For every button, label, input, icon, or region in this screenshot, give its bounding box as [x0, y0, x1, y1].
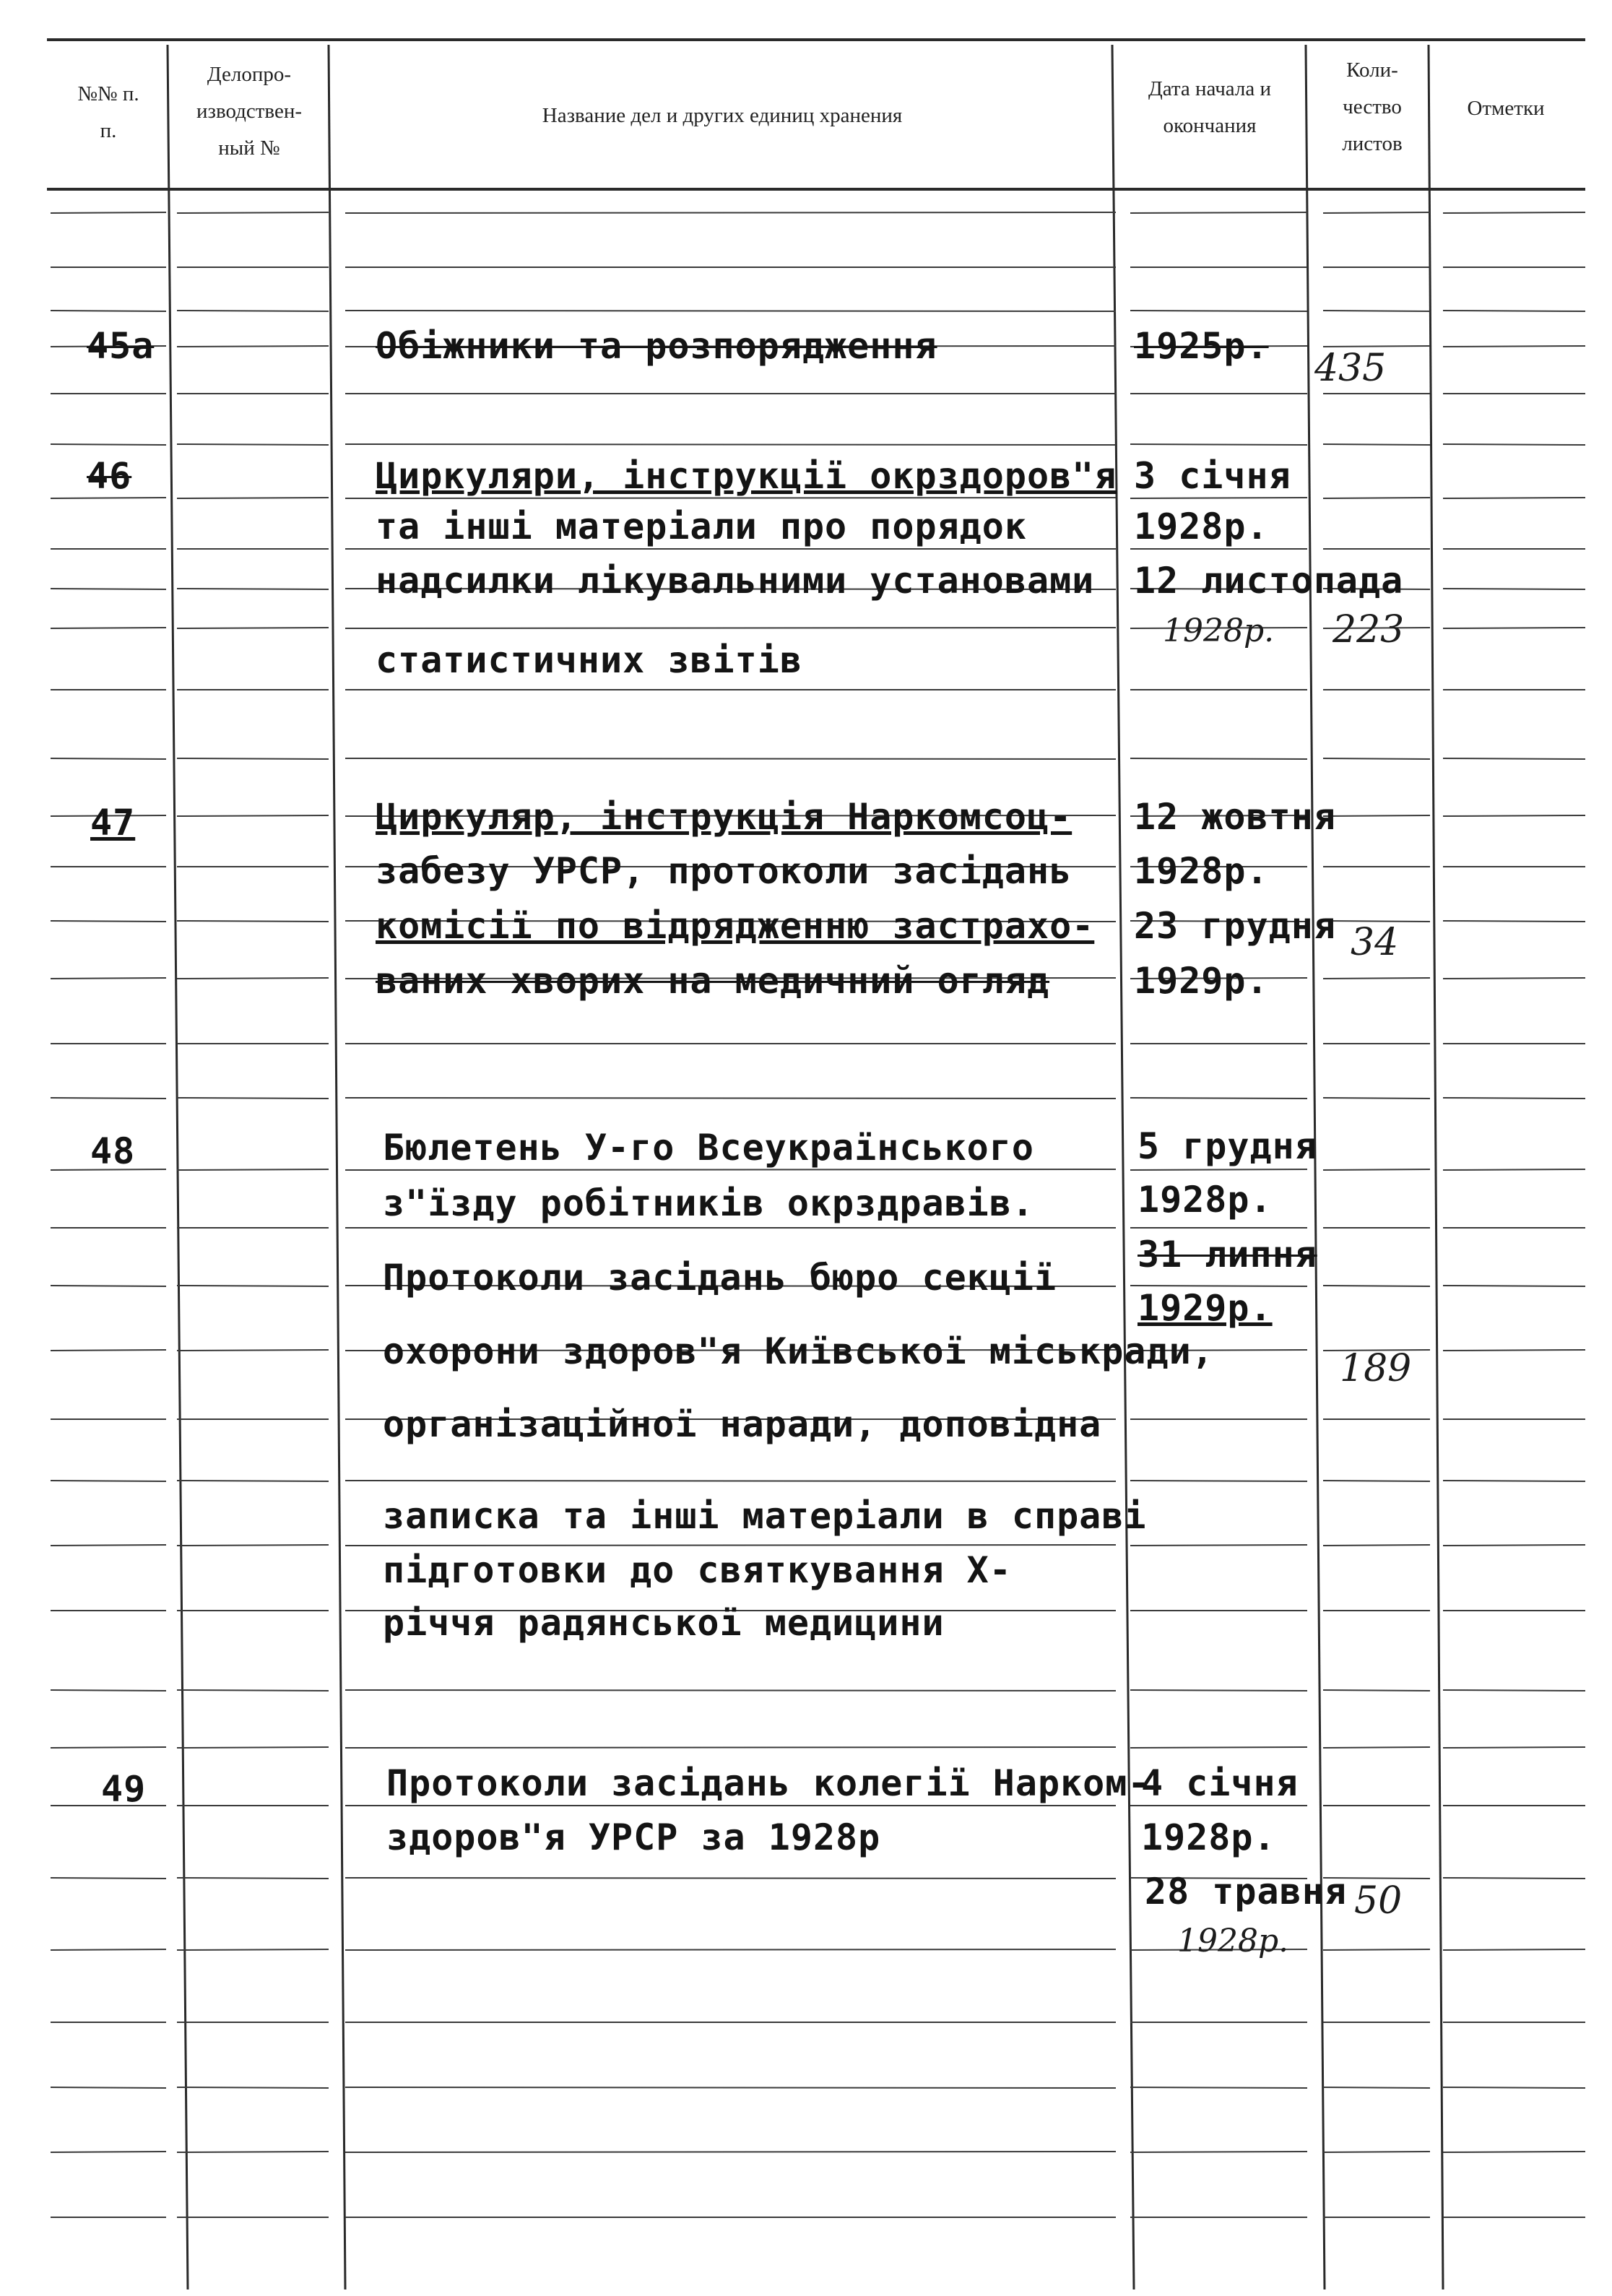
ruled-line	[177, 1545, 329, 1546]
header-notes: Отметки	[1467, 97, 1545, 120]
header-dates: Дата начала и окончания	[1148, 77, 1272, 137]
header-office-number: Делопро- изводствен- ный №	[196, 63, 302, 160]
ruled-line	[1443, 1690, 1585, 1691]
ruled-line	[1323, 444, 1430, 445]
entry-date: 4 січня	[1141, 1762, 1299, 1804]
ruled-line	[51, 1747, 166, 1748]
ruled-line	[1443, 346, 1585, 347]
entry-date: 23 грудня	[1134, 905, 1336, 947]
entry-date: 1928р.	[1134, 506, 1269, 547]
entry-number: 47	[90, 802, 136, 844]
entry-title-line: організаційної наради, доповідна	[383, 1403, 1102, 1445]
entry-sheet-count: 50	[1354, 1879, 1403, 1923]
ruled-line	[345, 2087, 1116, 2088]
ruled-line	[51, 1098, 166, 1099]
ruled-line	[177, 1747, 329, 1748]
entry-date: 1928р.	[1141, 1816, 1276, 1858]
entry-title-line: забезу УРСР, протоколи засідань	[376, 850, 1072, 892]
entry-date: 3 січня	[1134, 455, 1291, 497]
entry-title-line: комісії по відрядженню застрахо-	[376, 905, 1095, 947]
ruled-line	[51, 978, 166, 979]
ruled-line	[1443, 212, 1585, 213]
ruled-line	[177, 1098, 329, 1099]
ruled-line	[177, 444, 329, 445]
ruled-line	[1323, 758, 1430, 759]
ruled-line	[1130, 2087, 1307, 2088]
ruled-line	[51, 212, 166, 213]
ruled-line	[1130, 1545, 1307, 1546]
ruled-line	[1443, 921, 1585, 922]
ruled-line	[345, 1169, 1116, 1170]
entry-date: 12 листопада	[1134, 560, 1404, 602]
entry-title-line: та інші матеріали про порядок	[376, 506, 1027, 547]
ruled-line	[345, 212, 1116, 213]
ruled-line	[177, 1690, 329, 1691]
ruled-line	[51, 1878, 166, 1879]
entry-title-line: Циркуляр, інструкція Наркомсоц-	[376, 796, 1072, 838]
ruled-line	[1323, 1690, 1430, 1691]
ruled-line	[1323, 978, 1430, 979]
ruled-line	[1443, 815, 1585, 816]
ruled-line	[345, 1949, 1116, 1950]
ruled-line	[51, 1350, 166, 1351]
entry-number: 48	[90, 1130, 136, 1172]
ruled-line	[1130, 758, 1307, 759]
ruled-line	[345, 1878, 1116, 1879]
ruled-line	[1323, 212, 1430, 213]
ruled-line	[1443, 1949, 1585, 1950]
ruled-line	[1443, 444, 1585, 445]
ruled-line	[177, 815, 329, 816]
entry-date: 1928р.	[1134, 850, 1269, 892]
entry-title-line: надсилки лікувальними установами	[376, 560, 1095, 602]
ruled-line	[345, 1098, 1116, 1099]
entry-title-line: охорони здоров"я Київської міськради,	[383, 1330, 1214, 1372]
ruled-line	[1443, 1350, 1585, 1351]
ruled-line	[51, 2087, 166, 2088]
ruled-line	[177, 346, 329, 347]
ruled-line	[345, 1747, 1116, 1748]
entry-title-line: Бюлетень У-го Всеукраїнського	[383, 1127, 1034, 1169]
ruled-line	[177, 1949, 329, 1950]
ruled-line	[1443, 1747, 1585, 1748]
entry-sheet-count: 223	[1332, 608, 1405, 651]
ruled-line	[177, 1169, 329, 1170]
ruled-line	[51, 758, 166, 759]
entry-date: 5 грудня	[1138, 1125, 1317, 1167]
ruled-line	[1443, 1878, 1585, 1879]
ruled-line	[177, 2087, 329, 2088]
entry-sheet-count: 189	[1340, 1347, 1412, 1390]
entry-sheet-count: 34	[1351, 921, 1399, 964]
ruled-line	[1130, 1098, 1307, 1099]
entry-title-line: Протоколи засідань бюро секції	[383, 1257, 1057, 1299]
entry-title-line: статистичних звітів	[376, 639, 802, 681]
entry-sheet-count: 435	[1314, 347, 1387, 390]
ruled-line	[1443, 978, 1585, 979]
ruled-line	[1443, 1098, 1585, 1099]
ruled-line	[177, 1878, 329, 1879]
ruled-line	[1130, 212, 1307, 213]
entry-title-line: здоров"я УРСР за 1928р	[386, 1816, 881, 1858]
ruled-line	[51, 1545, 166, 1546]
entry-date: 1928р.	[1163, 612, 1275, 649]
ruled-line	[51, 1949, 166, 1950]
entry-date: 1925р.	[1134, 325, 1269, 367]
ruled-line	[1323, 1949, 1430, 1950]
ruled-line	[177, 978, 329, 979]
ruled-line	[1443, 758, 1585, 759]
ruled-line	[177, 921, 329, 922]
ruled-line	[345, 444, 1116, 445]
ruled-line	[345, 758, 1116, 759]
entry-title-line: записка та інші матеріали в справі	[383, 1495, 1147, 1537]
ruled-line	[51, 921, 166, 922]
ruled-line	[1443, 2087, 1585, 2088]
header-num: №№ п. п.	[77, 82, 139, 142]
entry-title-line: Протоколи засідань колегії Нарком-	[386, 1762, 1150, 1804]
entry-number: 49	[101, 1768, 147, 1810]
ruled-line	[1323, 1747, 1430, 1748]
entry-title-line: Обіжники та розпорядження	[376, 325, 937, 367]
entry-title-line: річчя радянської медицини	[383, 1602, 945, 1644]
ruled-line	[1130, 1690, 1307, 1691]
ruled-line	[1130, 444, 1307, 445]
ruled-line	[177, 1350, 329, 1351]
ruled-line	[1130, 1747, 1307, 1748]
ruled-line	[1130, 1169, 1307, 1170]
entry-number: 45а	[87, 325, 155, 367]
entry-date: 31 липня	[1138, 1234, 1317, 1275]
ruled-line	[345, 1545, 1116, 1546]
entry-title-line: Циркуляри, інструкції окрздоров"я	[376, 455, 1117, 497]
ruled-line	[177, 212, 329, 213]
entry-date: 28 травня	[1145, 1871, 1347, 1912]
ruled-line	[1323, 815, 1430, 816]
header-title: Название дел и других единиц хранения	[542, 104, 903, 127]
ruled-line	[177, 758, 329, 759]
entry-title-line: підготовки до святкування Х-	[383, 1549, 1012, 1591]
ruled-line	[1323, 2087, 1430, 2088]
ruled-line	[1323, 1169, 1430, 1170]
entry-date: 1929р.	[1138, 1287, 1273, 1329]
entry-date: 1928р.	[1177, 1923, 1289, 1959]
ruled-line	[1323, 1098, 1430, 1099]
entry-date: 1928р.	[1138, 1179, 1273, 1221]
entry-number: 46	[87, 455, 132, 497]
entry-date: 12 жовтня	[1134, 796, 1336, 838]
header-sheets: Коли- чество листов	[1342, 59, 1403, 155]
ruled-line	[1443, 1169, 1585, 1170]
ruled-line	[1323, 1545, 1430, 1546]
entry-title-line: ваних хворих на медичний огляд	[376, 960, 1050, 1002]
ruled-line	[51, 444, 166, 445]
ruled-line	[1443, 1545, 1585, 1546]
entry-title-line: з"їзду робітників окрздравів.	[383, 1182, 1034, 1224]
entry-date: 1929р.	[1134, 960, 1269, 1002]
ruled-line	[51, 1690, 166, 1691]
ruled-line	[345, 1690, 1116, 1691]
